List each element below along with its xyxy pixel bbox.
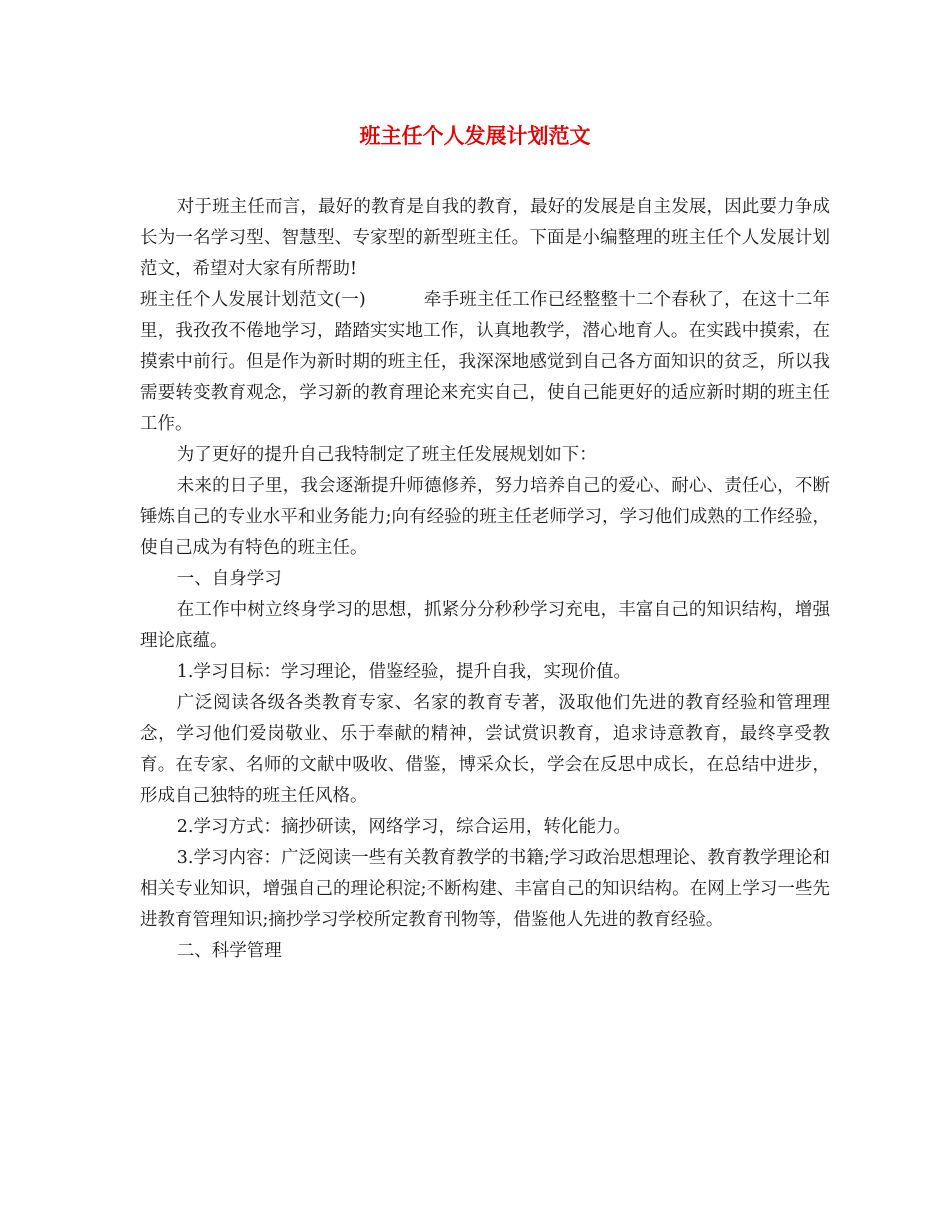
section-heading: 班主任个人发展计划范文(一) <box>140 290 366 310</box>
content-paragraph: 3.学习内容：广泛阅读一些有关教育教学的书籍;学习政治思想理论、教育教学理论和相关专业知识，增强自己的理论积淀;不断构建、丰富自己的知识结构。在网上学习一些先进教育管理知识;摘抄学习学校所定教育刊物等，借鉴他人先进的教育经验。 <box>140 848 830 930</box>
reading-paragraph: 广泛阅读各级各类教育专家、名家的教育专著，汲取他们先进的教育经验和管理理念，学习他们爱岗敬业、乐于奉献的精神，尝试赏识教育，追求诗意教育，最终享受教育。在专家、名师的文献中吸收、借鉴，博采众长，学会在反思中成长，在总结中进步，形成自己独特的班主任风格。 <box>140 693 830 806</box>
self-study-paragraph: 在工作中树立终身学习的思想，抓紧分分秒秒学习充电，丰富自己的知识结构，增强理论底蕴。 <box>140 600 830 651</box>
section-intro-text: 牵手班主任工作已经整整十二个春秋了，在这十二年里，我孜孜不倦地学习，踏踏实实地工作，认真地教学，潜心地育人。在实践中摸索，在摸索中前行。但是作为新时期的班主任，我深深地感觉到自己各方面知识的贫乏，所以我需要转变教育观念，学习新的教育理论来充实自己，使自己能更好的适应新时期的班主任工作。 <box>140 290 830 434</box>
goal-paragraph: 1.学习目标：学习理论，借鉴经验，提升自我，实现价值。 <box>176 662 631 682</box>
document-title: 班主任个人发展计划范文 <box>359 123 591 148</box>
management-heading: 二、科学管理 <box>176 941 282 961</box>
plan-paragraph: 为了更好的提升自己我特制定了班主任发展规划如下： <box>176 445 597 465</box>
future-paragraph: 未来的日子里，我会逐渐提升师德修养，努力培养自己的爱心、耐心、责任心，不断锤炼自己的专业水平和业务能力;向有经验的班主任老师学习，学习他们成熟的工作经验，使自己成为有特色的班主任。 <box>140 476 830 558</box>
section-paragraph <box>140 285 830 440</box>
self-study-heading: 一、自身学习 <box>176 569 282 589</box>
document-body <box>140 192 830 967</box>
intro-paragraph: 对于班主任而言，最好的教育是自我的教育，最好的发展是自主发展，因此要力争成长为一名学习型、智慧型、专家型的新型班主任。下面是小编整理的班主任个人发展计划范文，希望对大家有所帮助! <box>140 197 830 279</box>
method-paragraph: 2.学习方式：摘抄研读，网络学习，综合运用，转化能力。 <box>176 817 631 837</box>
